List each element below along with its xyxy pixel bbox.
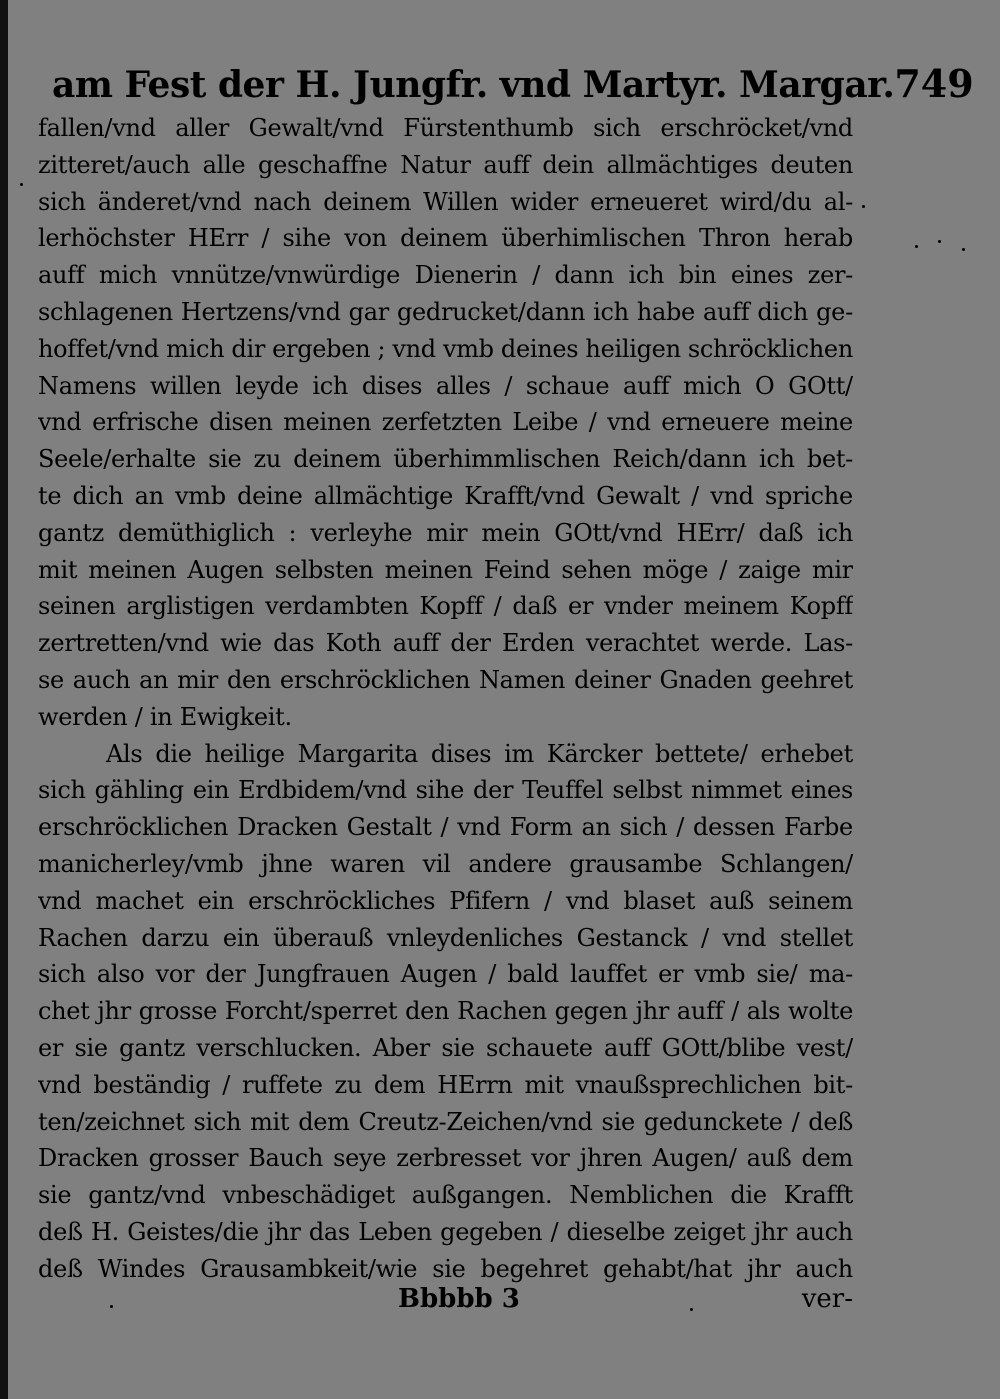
- text-line: te dich an vmb deine allmächtige Krafft/vnd Gewalt / vnd spriche: [38, 481, 853, 510]
- text-line: gantz demüthiglich : verleyhe mir mein GOtt/vnd HErr/ daß ich: [38, 518, 853, 547]
- text-line: sich also vor der Jungfrauen Augen / bald lauffet er vmb sie/ ma-: [38, 960, 853, 989]
- text-line: sie gantz/vnd vnbeschädiget außgangen. Nemblichen die Krafft: [38, 1181, 853, 1210]
- page-number: 749: [894, 61, 974, 106]
- text-line: vnd beständig / ruffete zu dem HErrn mit vnaußsprechlichen bit-: [38, 1070, 853, 1099]
- ink-speck: [110, 1305, 113, 1308]
- text-line: er sie gantz verschlucken. Aber sie schauete auff GOtt/blibe vest/: [38, 1033, 853, 1062]
- text-line: vnd erfrische disen meinen zerfetzten Leibe / vnd erneuere meine: [38, 408, 853, 437]
- text-line: Rachen darzu ein überauß vnleydenliches Gestanck / vnd stellet: [38, 923, 853, 952]
- text-line: seinen arglistigen verdambten Kopff / daß er vnder meinem Kopff: [38, 592, 853, 621]
- text-line: schlagenen Hertzens/vnd gar gedrucket/dann ich habe auff dich ge-: [38, 297, 853, 326]
- text-line: Namens willen leyde ich dises alles / schaue auff mich O GOtt/: [38, 371, 853, 400]
- text-line: chet jhr grosse Forcht/sperret den Rachen gegen jhr auff / als wolte: [38, 997, 853, 1026]
- page-left-edge: [0, 0, 8, 1399]
- printer-signature: Bbbbb 3: [398, 1284, 520, 1314]
- text-line: fallen/vnd aller Gewalt/vnd Fürstenthumb sich erschröcket/vnd: [38, 114, 853, 142]
- text-line: lerhöchster HErr / sihe von deinem überhimlischen Thron herab: [38, 224, 853, 253]
- ink-speck: [862, 205, 865, 208]
- text-line: erschröcklichen Dracken Gestalt / vnd Form an sich / dessen Farbe: [38, 813, 853, 842]
- text-line: Als die heilige Margarita dises im Kärcker bettete/ erhebet: [106, 739, 853, 768]
- catchword: ver-: [801, 1284, 853, 1314]
- text-line: se auch an mir den erschröcklichen Namen deiner Gnaden geehret: [38, 665, 853, 694]
- text-line: sich änderet/vnd nach deinem Willen wider erneueret wird/du al-: [38, 187, 853, 216]
- text-line: manicherley/vmb jhne waren vil andere grausambe Schlangen/: [38, 849, 853, 878]
- text-line: werden / in Ewigkeit.: [38, 702, 292, 731]
- text-line: hoffet/vnd mich dir ergeben ; vnd vmb deines heiligen schröcklichen: [38, 334, 853, 363]
- text-line: deß H. Geistes/die jhr das Leben gegeben / dieselbe zeiget jhr auch: [38, 1217, 853, 1246]
- running-title: am Fest der H. Jungfr. vnd Martyr. Margar.: [52, 64, 895, 106]
- text-line: Seele/erhalte sie zu deinem überhimmlischen Reich/dann ich bet-: [38, 445, 853, 474]
- ink-speck: [20, 183, 23, 186]
- ink-speck: [938, 240, 941, 243]
- text-line: sich gähling ein Erdbidem/vnd sihe der Teuffel selbst nimmet eines: [38, 776, 853, 805]
- ink-speck: [962, 248, 965, 251]
- page-footer: [38, 1284, 853, 1324]
- running-header: [52, 50, 974, 106]
- text-line: mit meinen Augen selbsten meinen Feind sehen möge / zaige mir: [38, 555, 853, 584]
- body-text: [38, 110, 853, 1288]
- text-line: vnd machet ein erschröckliches Pfifern / vnd blaset auß seinem: [38, 886, 853, 915]
- text-line: ten/zeichnet sich mit dem Creutz-Zeichen/vnd sie gedunckete / deß: [38, 1107, 853, 1136]
- text-line: Dracken grosser Bauch seye zerbresset vor jhren Augen/ auß dem: [38, 1144, 853, 1173]
- ink-speck: [915, 245, 918, 248]
- text-line: zitteret/auch alle geschaffne Natur auff dein allmächtiges deuten: [38, 150, 853, 179]
- text-line: zertretten/vnd wie das Koth auff der Erden verachtet werde. Las-: [38, 629, 853, 658]
- ink-speck: [690, 1308, 693, 1311]
- text-line: deß Windes Grausambkeit/wie sie begehret gehabt/hat jhr auch: [38, 1254, 853, 1283]
- text-line: auff mich vnnütze/vnwürdige Dienerin / dann ich bin eines zer-: [38, 261, 853, 290]
